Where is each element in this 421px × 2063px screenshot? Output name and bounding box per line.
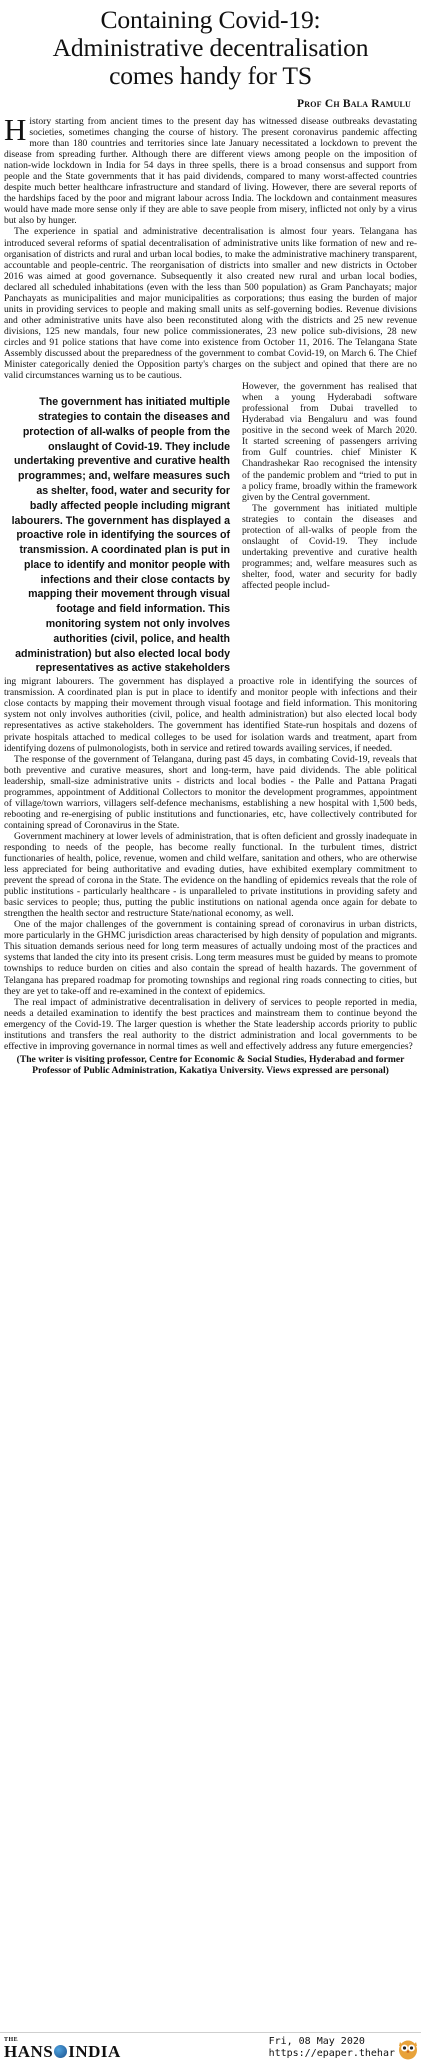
pullquote-section: [4, 381, 417, 676]
headline-line: comes handy for TS: [109, 61, 312, 90]
logo-row: [4, 2043, 121, 2060]
epaper-url[interactable]: https://epaper.thehar: [268, 2048, 395, 2059]
footer-meta: [269, 2036, 421, 2060]
globe-icon: [54, 2045, 67, 2058]
article-body: [0, 112, 421, 1052]
headline-line: Containing Covid-19:: [100, 5, 321, 34]
paragraph: [4, 112, 417, 227]
hans-india-logo[interactable]: [0, 2037, 121, 2060]
footer-text: [269, 2036, 395, 2060]
pull-quote: The government has initiated multiple strategies to contain the diseases and protection of all-walks of people from the onslaught of Covid-19. They include undertaking preventive and curative health programmes; and, welfare measures such as shelter, food, water and security for badly affected people including migrant labourers. The government has displayed a proactive role in identifying the sources of transmission. A coordinated plan is put in place to identify and monitor people with infections and their close contacts by mapping their movement through visual footage and field information. This monitoring system not only involves authorities (civil, police, and health administration) but also elected local body representatives as active stakeholders: [11, 396, 230, 675]
paragraph: Government machinery at lower levels of administration, that is often deficient and grossly inadequate in responding to needs of the people, has become really functional. In the turbulent times, district functionaries of health, police, revenue, women and child welfare, sanitation and others, who are otherwise less appreciated for being authoritative and evading duties, have exhibited exemplary commitment to prevent the spread of corona in the State. The evidence on the handling of epidemics reveals that the role of public institutions - particularly healthcare - is unparalleled to private institutions in providing safety and basic services to people; thus, putting the public institutions on national agenda once again for debate to strengthen the health sector and restructure State/national economy, as well.: [4, 830, 417, 920]
logo-india: INDIA: [68, 2041, 121, 2061]
drop-cap: H: [4, 112, 27, 147]
paragraph: The real impact of administrative decentralisation in delivery of services to people reported in media, needs a detailed examination to identify the best practices and mainstream them to continue beyond the emergency of the Covid-19. The larger question is whether the State leadership accords priority to public institutions and transfers the real authority to the district administration and local governments to be effective in improving governance in normal times as well and effectively address any future emergencies?: [4, 996, 417, 1052]
paragraph: The experience in spatial and administrative decentralisation is almost four years. Telangana has introduced several reforms of spatial decentralisation of administrative units like formation of new and re-organisation of districts and rural and urban local bodies, to make the administrative machinery transparent, accountable and people-centric. The reorganisation of districts into smaller and new districts in October 2016 was aimed at good governance. Subsequently it also created new rural and urban local bodies, declared all scheduled inhabitations (even with the less than 500 population) as Gram Panchayats; major Panchayats as municipalities and major municipalities as corporations; thus easing the burden of major units in providing services to people and making small units as self-governing bodies. Revenue divisions and other administrative units have also been reconstituted along with the districts and 25 new revenue divisions, 125 new mandals, four new police commissionerates, 23 new police sub-divisions, 28 new circles and 91 police stations that have come into existence from October 11, 2016. The Telangana State Assembly discussed about the preparedness of the government to combat Covid-19, on March 6. The Chief Minister categorically denied the Opposition party's charges on the subject and opined that there are no valid circumstances warning us to be cautious.: [4, 226, 417, 382]
logo-the: THE: [4, 2036, 19, 2043]
side-column: [242, 381, 417, 676]
paragraph: The government has initiated multiple strategies to contain the diseases and protection of all-walks of people from the onslaught of Covid-19. They include undertaking preventive and curative health programmes; and, welfare measures such as shelter, food, water and security for badly affected people includ-: [242, 502, 417, 591]
edition-date: Fri, 08 May 2020: [268, 2036, 365, 2047]
author-credit: (The writer is visiting professor, Centre for Economic & Social Studies, Hyderabad and former Professor of Public Administration, Kakatiya University. Views expressed are personal): [16, 1053, 405, 1077]
headline-line: Administrative decentralisation: [52, 33, 369, 62]
paragraph-text: istory starting from ancient times to the present day has witnessed disease outbreaks devastating societies, sometimes changing the course of history. The present coronavirus pandemic affecting more than 180 countries and territories since late January necessitated a lockdown to prevent the disease from spreading further. Although there are different views among people on the imposition of nation-wide lockdown in India for 54 days in three spells, there is a broad consensus and support from people and the State governments that it has paid dividends, compared to many worst-affected countries despite much better healthcare infrastructure and standard of living. However, there are several reports of the hardships faced by the poor and migrant labour across India. The lockdown and containment measures would have made more sense only if they are able to save people from misery, inflicted not only by a virus but also by hunger.: [4, 116, 417, 227]
logo-hans: HANS: [4, 2041, 54, 2061]
byline: Prof Ch Bala Ramulu: [297, 98, 411, 110]
footer-bar: [0, 2032, 421, 2063]
paragraph: The response of the government of Telangana, during past 45 days, in combating Covid-19, reveals that both preventive and curative measures, short and long-term, have paid dividends. The able political leadership, small-size administrative units - districts and local bodies - the Palle and Pattana Pragati programmes, appointment of Additional Collectors to monitor the development programmes, appointment of village/town warriors, villagers self-defence mechanisms, establishing a new hospital with 1,500 beds, rebooting and re-energising of public institutions and functionaries, etc, have collectively contributed for containing spread of Coronavirus in the State.: [4, 753, 417, 831]
logo-wordmark: [4, 2037, 121, 2060]
paragraph: However, the government has realised that when a young Hyderabadi software professional from Dubai travelled to Hyderabad via Bengaluru and was found positive in the second week of March 2020. It started screening of passengers arriving from Gulf countries. chief Minister K Chandrashekar Rao recognised the intensity of the pandemic problem and “tried to put in a policy frame, broadly within the framework given by the Central government.: [242, 381, 417, 503]
owl-icon: [397, 2036, 419, 2060]
paragraph: ing migrant labourers. The government has displayed a proactive role in identifying the sources of transmission. A coordinated plan is put in place to identify and monitor people with infections and their close contacts by mapping their movement through visual footage and field information. This monitoring system not only involves authorities (civil, police, and health administration) but also elected local body representatives as active stakeholders. The government has identified State-run hospitals and dozens of private hospitals attached to medical colleges to be used for isolation wards and treatment, apart from identifying dozens of pulmonologists, both in service and retired towards availing services, if needed.: [4, 676, 417, 754]
headline: [0, 0, 421, 90]
paragraph: One of the major challenges of the government is containing spread of coronavirus in urban districts, more particularly in the GHMC jurisdiction areas characterised by high density of population and migrants. This situation demands serious need for long term measures of actually undoing most of the practices and systems that landed the city into its present crisis. Long term measures must be guided by means to promote townships to reduce burden on cities and also contain the spread of health hazards. The government of Telangana has prepared roadmap for promoting townships and regional ring roads connecting to cities, but they are yet to take-off and re-examined in the context of epidemics.: [4, 919, 417, 997]
